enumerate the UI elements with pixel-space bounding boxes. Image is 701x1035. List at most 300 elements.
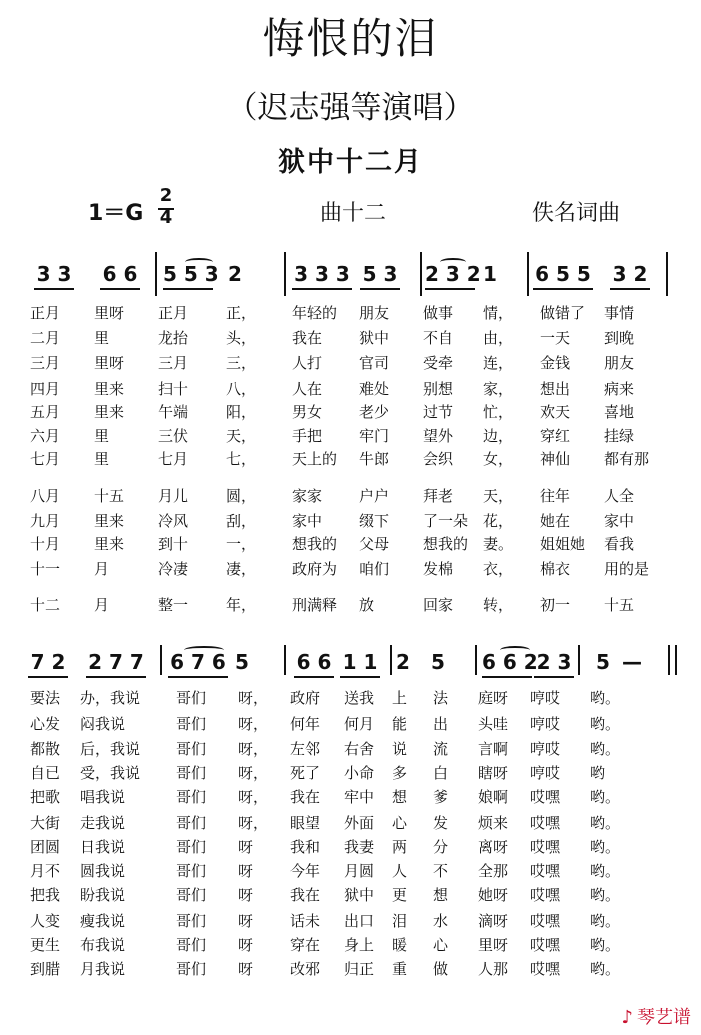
lyric-word: 女， — [483, 450, 514, 468]
lyric-word: 七月 — [30, 450, 61, 468]
lyric-word: 身上 — [344, 936, 375, 954]
lyric-word: 月 — [94, 596, 110, 614]
lyric-word: 冷风 — [158, 512, 189, 530]
note-group: 6 5 5 — [535, 262, 591, 286]
beam-underline — [294, 676, 334, 678]
lyric-word: 九月 — [30, 512, 61, 530]
slur-mark — [500, 646, 530, 654]
lyric-word: 重 — [392, 960, 408, 978]
lyric-word: 哟。 — [590, 912, 621, 930]
lyric-word: 送我 — [344, 689, 375, 707]
logo-text: 琴艺谱 — [637, 1007, 691, 1028]
beam-underline — [292, 288, 352, 290]
lyric-word: 受牵 — [423, 354, 454, 372]
bar-line — [284, 645, 286, 675]
lyric-word: 月 — [94, 560, 110, 578]
lyric-word: 烦来 — [478, 814, 509, 832]
lyric-word: 月儿 — [158, 487, 189, 505]
time-signature-bottom: 4 — [159, 207, 173, 228]
bar-line — [668, 645, 670, 675]
note-group: 6 6 — [296, 650, 332, 674]
lyric-word: 狱中 — [359, 329, 390, 347]
lyric-word: 出 — [433, 715, 449, 733]
lyric-word: 头， — [226, 329, 257, 347]
lyric-word: 棉衣 — [540, 560, 571, 578]
site-logo — [622, 1003, 692, 1029]
lyric-word: 官司 — [359, 354, 390, 372]
note-group: 5 — [235, 650, 249, 674]
lyric-word: 正月 — [30, 304, 61, 322]
lyric-word: 呀， — [238, 715, 269, 733]
bar-line — [475, 645, 477, 675]
lyric-word: 拜老 — [423, 487, 454, 505]
lyric-word: 挂绿 — [604, 427, 635, 445]
lyric-word: 连， — [483, 354, 514, 372]
lyric-word: 一， — [226, 535, 257, 553]
bar-line — [160, 645, 162, 675]
time-signature-top: 2 — [159, 185, 173, 206]
lyric-word: 呀 — [238, 936, 254, 954]
bar-line — [284, 252, 286, 296]
lyric-word: 瞎呀 — [478, 764, 509, 782]
lyric-word: 难处 — [359, 380, 390, 398]
lyric-word: 扫十 — [158, 380, 189, 398]
lyric-word: 要法 — [30, 689, 61, 707]
credit-label: 佚名词曲 — [532, 201, 621, 226]
lyric-word: 人打 — [292, 354, 323, 372]
song-subtitle: （迟志强等演唱） — [226, 90, 475, 126]
lyric-word: 今年 — [290, 862, 321, 880]
lyric-word: 小命 — [344, 764, 375, 782]
lyric-word: 说 — [392, 740, 408, 758]
lyric-word: 三， — [226, 354, 257, 372]
lyric-word: 后，我说 — [80, 740, 141, 758]
beam-underline — [340, 676, 380, 678]
lyric-word: 里呀 — [478, 936, 509, 954]
lyric-word: 死了 — [290, 764, 321, 782]
lyric-word: 人在 — [292, 380, 323, 398]
lyric-word: 神仙 — [540, 450, 571, 468]
lyric-word: 别想 — [423, 380, 454, 398]
lyric-word: 把歌 — [30, 788, 61, 806]
lyric-word: 政府 — [290, 689, 321, 707]
lyric-word: 哥们 — [176, 838, 207, 856]
lyric-word: 老少 — [359, 403, 390, 421]
bar-line — [527, 252, 529, 296]
lyric-word: 户户 — [359, 487, 390, 505]
lyric-word: 心 — [433, 936, 449, 954]
beam-underline — [360, 288, 400, 290]
slur-mark — [440, 258, 466, 266]
lyric-word: 里来 — [94, 535, 125, 553]
note-group: 6 6 2 — [482, 650, 538, 674]
lyric-word: 家中 — [292, 512, 323, 530]
lyric-word: 到晚 — [604, 329, 635, 347]
lyric-word: 哟。 — [590, 740, 621, 758]
lyric-word: 呀， — [238, 740, 269, 758]
lyric-word: 人全 — [604, 487, 635, 505]
key-signature: 1＝G — [88, 201, 144, 226]
lyric-word: 事情 — [604, 304, 635, 322]
lyric-word: 哎嘿 — [530, 912, 561, 930]
lyric-word: 两 — [392, 838, 408, 856]
lyric-word: 泪 — [392, 912, 408, 930]
lyric-word: 外面 — [344, 814, 375, 832]
lyric-word: 看我 — [604, 535, 635, 553]
lyric-word: 受，我说 — [80, 764, 141, 782]
lyric-word: 家中 — [604, 512, 635, 530]
note-group: 6 7 6 — [170, 650, 226, 674]
lyric-word: 做错了 — [540, 304, 586, 322]
lyric-word: 冷凄 — [158, 560, 189, 578]
lyric-word: 想我的 — [423, 535, 469, 553]
lyric-word: 病来 — [604, 380, 635, 398]
note-group: 2 3 2 — [425, 262, 481, 286]
lyric-word: 哟。 — [590, 838, 621, 856]
lyric-word: 初一 — [540, 596, 571, 614]
lyric-word: 转， — [483, 596, 514, 614]
lyric-word: 哥们 — [176, 886, 207, 904]
lyric-word: 团圆 — [30, 838, 61, 856]
lyric-word: 呀， — [238, 764, 269, 782]
lyric-word: 我在 — [290, 788, 321, 806]
lyric-word: 哎嘿 — [530, 838, 561, 856]
lyric-word: 把我 — [30, 886, 61, 904]
lyric-word: 右舍 — [344, 740, 375, 758]
beam-underline — [28, 676, 68, 678]
lyric-word: 呀 — [238, 912, 254, 930]
lyric-word: 哎嘿 — [530, 886, 561, 904]
lyric-word: 忙， — [483, 403, 514, 421]
tune-label: 曲十二 — [320, 201, 387, 226]
lyric-word: 三月 — [30, 354, 61, 372]
lyric-word: 三伏 — [158, 427, 189, 445]
note-group: 3 3 — [36, 262, 72, 286]
lyric-word: 阳， — [226, 403, 257, 421]
lyric-word: 哥们 — [176, 689, 207, 707]
lyric-word: 她呀 — [478, 886, 509, 904]
note-group: 2 7 7 — [88, 650, 144, 674]
lyric-word: 哟。 — [590, 715, 621, 733]
note-group: 1 1 — [342, 650, 378, 674]
bar-line — [420, 252, 422, 296]
lyric-word: 十二 — [30, 596, 61, 614]
lyric-word: 八月 — [30, 487, 61, 505]
bar-line — [578, 645, 580, 675]
lyric-word: 凄， — [226, 560, 257, 578]
lyric-word: 何月 — [344, 715, 375, 733]
lyric-word: 我妻 — [344, 838, 375, 856]
lyric-word: 眼望 — [290, 814, 321, 832]
lyric-word: 妻。 — [483, 535, 514, 553]
note-group: 5 — [596, 650, 610, 674]
lyric-word: 暖 — [392, 936, 408, 954]
lyric-word: 牢中 — [344, 788, 375, 806]
lyric-word: 哥们 — [176, 764, 207, 782]
lyric-word: 正月 — [158, 304, 189, 322]
lyric-word: 政府为 — [292, 560, 338, 578]
lyric-word: 过节 — [423, 403, 454, 421]
lyric-word: 哼哎 — [530, 689, 561, 707]
lyric-word: 往年 — [540, 487, 571, 505]
lyric-word: 盼我说 — [80, 886, 126, 904]
lyric-word: 能 — [392, 715, 408, 733]
lyric-word: 发棉 — [423, 560, 454, 578]
lyric-word: 做事 — [423, 304, 454, 322]
lyric-word: 呀 — [238, 960, 254, 978]
lyric-word: 哟。 — [590, 788, 621, 806]
lyric-word: 十五 — [604, 596, 635, 614]
lyric-word: 日我说 — [80, 838, 126, 856]
lyric-word: 男女 — [292, 403, 323, 421]
note-group: 5 3 — [362, 262, 398, 286]
lyric-word: 咱们 — [359, 560, 390, 578]
slur-mark — [185, 258, 213, 266]
lyric-word: 何年 — [290, 715, 321, 733]
lyric-word: 哥们 — [176, 715, 207, 733]
lyric-word: 水 — [433, 912, 449, 930]
lyric-word: 哎嘿 — [530, 960, 561, 978]
lyric-word: 里呀 — [94, 304, 125, 322]
lyric-word: 了一朵 — [423, 512, 469, 530]
lyric-word: 边， — [483, 427, 514, 445]
lyric-word: 家， — [483, 380, 514, 398]
lyric-word: 里呀 — [94, 354, 125, 372]
note-group: 7 2 — [30, 650, 66, 674]
lyric-word: 哼哎 — [530, 764, 561, 782]
lyric-word: 七， — [226, 450, 257, 468]
lyric-word: 喜地 — [604, 403, 635, 421]
lyric-word: 言啊 — [478, 740, 509, 758]
lyric-word: 都散 — [30, 740, 61, 758]
lyric-word: 姐姐她 — [540, 535, 586, 553]
beam-underline — [534, 676, 574, 678]
lyric-word: 改邪 — [290, 960, 321, 978]
lyric-word: 心发 — [30, 715, 61, 733]
lyric-word: 天， — [483, 487, 514, 505]
lyric-word: 全那 — [478, 862, 509, 880]
lyric-word: 自已 — [30, 764, 61, 782]
lyric-word: 哼哎 — [530, 740, 561, 758]
lyric-word: 她在 — [540, 512, 571, 530]
lyric-word: 哟。 — [590, 960, 621, 978]
lyric-word: 刑满释 — [292, 596, 338, 614]
note-group: 2 — [396, 650, 410, 674]
lyric-word: 走我说 — [80, 814, 126, 832]
lyric-word: 圆我说 — [80, 862, 126, 880]
lyric-word: 里来 — [94, 380, 125, 398]
lyric-word: 里来 — [94, 512, 125, 530]
lyric-word: 发 — [433, 814, 449, 832]
lyric-word: 里来 — [94, 403, 125, 421]
note-group: — — [622, 650, 642, 674]
lyric-word: 哥们 — [176, 862, 207, 880]
lyric-word: 牢门 — [359, 427, 390, 445]
beam-underline — [86, 676, 146, 678]
lyric-word: 由， — [483, 329, 514, 347]
lyric-word: 我在 — [292, 329, 323, 347]
lyric-word: 人那 — [478, 960, 509, 978]
lyric-word: 闷我说 — [80, 715, 126, 733]
lyric-word: 哥们 — [176, 788, 207, 806]
beam-underline — [533, 288, 593, 290]
lyric-word: 想 — [392, 788, 408, 806]
lyric-word: 五月 — [30, 403, 61, 421]
lyric-word: 想我的 — [292, 535, 338, 553]
lyric-word: 布我说 — [80, 936, 126, 954]
slur-mark — [184, 646, 224, 654]
lyric-word: 呀 — [238, 886, 254, 904]
lyric-word: 哎嘿 — [530, 814, 561, 832]
note-group: 2 — [228, 262, 242, 286]
note-group: 6 6 — [102, 262, 138, 286]
lyric-word: 人变 — [30, 912, 61, 930]
logo-mark: ♪ — [621, 1007, 633, 1028]
lyric-word: 欢天 — [540, 403, 571, 421]
lyric-word: 呀， — [238, 689, 269, 707]
lyric-word: 哟 — [590, 764, 606, 782]
lyric-word: 家家 — [292, 487, 323, 505]
lyric-word: 呀， — [238, 788, 269, 806]
lyric-word: 哥们 — [176, 814, 207, 832]
lyric-word: 用的是 — [604, 560, 650, 578]
lyric-word: 六月 — [30, 427, 61, 445]
lyric-word: 圆， — [226, 487, 257, 505]
beam-underline — [482, 676, 532, 678]
lyric-word: 都有那 — [604, 450, 650, 468]
lyric-word: 办，我说 — [80, 689, 141, 707]
lyric-word: 离呀 — [478, 838, 509, 856]
lyric-word: 哼哎 — [530, 715, 561, 733]
lyric-word: 牛郎 — [359, 450, 390, 468]
lyric-word: 月不 — [30, 862, 61, 880]
lyric-word: 里 — [94, 450, 110, 468]
lyric-word: 月我说 — [80, 960, 126, 978]
lyric-word: 不自 — [423, 329, 454, 347]
lyric-word: 呀 — [238, 862, 254, 880]
lyric-word: 十五 — [94, 487, 125, 505]
lyric-word: 到十 — [158, 535, 189, 553]
lyric-word: 四月 — [30, 380, 61, 398]
lyric-word: 出口 — [344, 912, 375, 930]
beam-underline — [34, 288, 74, 290]
lyric-word: 不 — [433, 862, 449, 880]
lyric-word: 天上的 — [292, 450, 338, 468]
lyric-word: 白 — [433, 764, 449, 782]
lyric-word: 八， — [226, 380, 257, 398]
lyric-word: 心 — [392, 814, 408, 832]
lyric-word: 金钱 — [540, 354, 571, 372]
lyric-word: 衣， — [483, 560, 514, 578]
lyric-word: 归正 — [344, 960, 375, 978]
lyric-word: 人 — [392, 862, 408, 880]
lyric-word: 到腊 — [30, 960, 61, 978]
lyric-word: 想 — [433, 886, 449, 904]
lyric-word: 朋友 — [359, 304, 390, 322]
lyric-word: 三月 — [158, 354, 189, 372]
lyric-word: 情， — [483, 304, 514, 322]
lyric-word: 话未 — [290, 912, 321, 930]
lyric-word: 上 — [392, 689, 408, 707]
lyric-word: 年轻的 — [292, 304, 338, 322]
lyric-word: 唱我说 — [80, 788, 126, 806]
lyric-word: 我在 — [290, 886, 321, 904]
beam-underline — [610, 288, 650, 290]
lyric-word: 哎嘿 — [530, 936, 561, 954]
bar-line — [390, 645, 392, 675]
lyric-word: 更 — [392, 886, 408, 904]
lyric-word: 月圆 — [344, 862, 375, 880]
lyric-word: 娘啊 — [478, 788, 509, 806]
bar-line — [155, 252, 157, 296]
lyric-word: 滴呀 — [478, 912, 509, 930]
lyric-word: 哟。 — [590, 886, 621, 904]
lyric-word: 缀下 — [359, 512, 390, 530]
lyric-word: 哥们 — [176, 912, 207, 930]
beam-underline — [425, 288, 475, 290]
lyric-word: 爹 — [433, 788, 449, 806]
lyric-word: 法 — [433, 689, 449, 707]
song-heading: 狱中十二月 — [278, 147, 423, 178]
note-group: 5 — [431, 650, 445, 674]
lyric-word: 狱中 — [344, 886, 375, 904]
lyric-word: 哥们 — [176, 936, 207, 954]
beam-underline — [100, 288, 140, 290]
note-group: 3 3 3 — [294, 262, 350, 286]
lyric-word: 哎嘿 — [530, 862, 561, 880]
lyric-word: 穿红 — [540, 427, 571, 445]
lyric-word: 一天 — [540, 329, 571, 347]
lyric-word: 父母 — [359, 535, 390, 553]
lyric-word: 放 — [359, 596, 375, 614]
lyric-word: 里 — [94, 329, 110, 347]
note-group: 5 5 3 — [163, 262, 219, 286]
lyric-word: 午端 — [158, 403, 189, 421]
note-group: 2 3 — [536, 650, 572, 674]
lyric-word: 手把 — [292, 427, 323, 445]
lyric-word: 头哇 — [478, 715, 509, 733]
lyric-word: 年， — [226, 596, 257, 614]
lyric-word: 回家 — [423, 596, 454, 614]
lyric-word: 多 — [392, 764, 408, 782]
beam-underline — [163, 288, 213, 290]
lyric-word: 会织 — [423, 450, 454, 468]
lyric-word: 大街 — [30, 814, 61, 832]
bar-line — [675, 645, 677, 675]
lyric-word: 刮， — [226, 512, 257, 530]
lyric-word: 左邻 — [290, 740, 321, 758]
lyric-word: 哥们 — [176, 960, 207, 978]
lyric-word: 哟。 — [590, 936, 621, 954]
note-group: 3 2 — [612, 262, 648, 286]
lyric-word: 哎嘿 — [530, 788, 561, 806]
lyric-word: 花， — [483, 512, 514, 530]
lyric-word: 哟。 — [590, 862, 621, 880]
lyric-word: 望外 — [423, 427, 454, 445]
lyric-word: 十一 — [30, 560, 61, 578]
lyric-word: 哟。 — [590, 814, 621, 832]
lyric-word: 想出 — [540, 380, 571, 398]
beam-underline — [168, 676, 228, 678]
lyric-word: 正， — [226, 304, 257, 322]
song-title: 悔恨的泪 — [262, 14, 439, 63]
lyric-word: 做 — [433, 960, 449, 978]
bar-line — [666, 252, 668, 296]
lyric-word: 二月 — [30, 329, 61, 347]
lyric-word: 天， — [226, 427, 257, 445]
lyric-word: 流 — [433, 740, 449, 758]
lyric-word: 七月 — [158, 450, 189, 468]
